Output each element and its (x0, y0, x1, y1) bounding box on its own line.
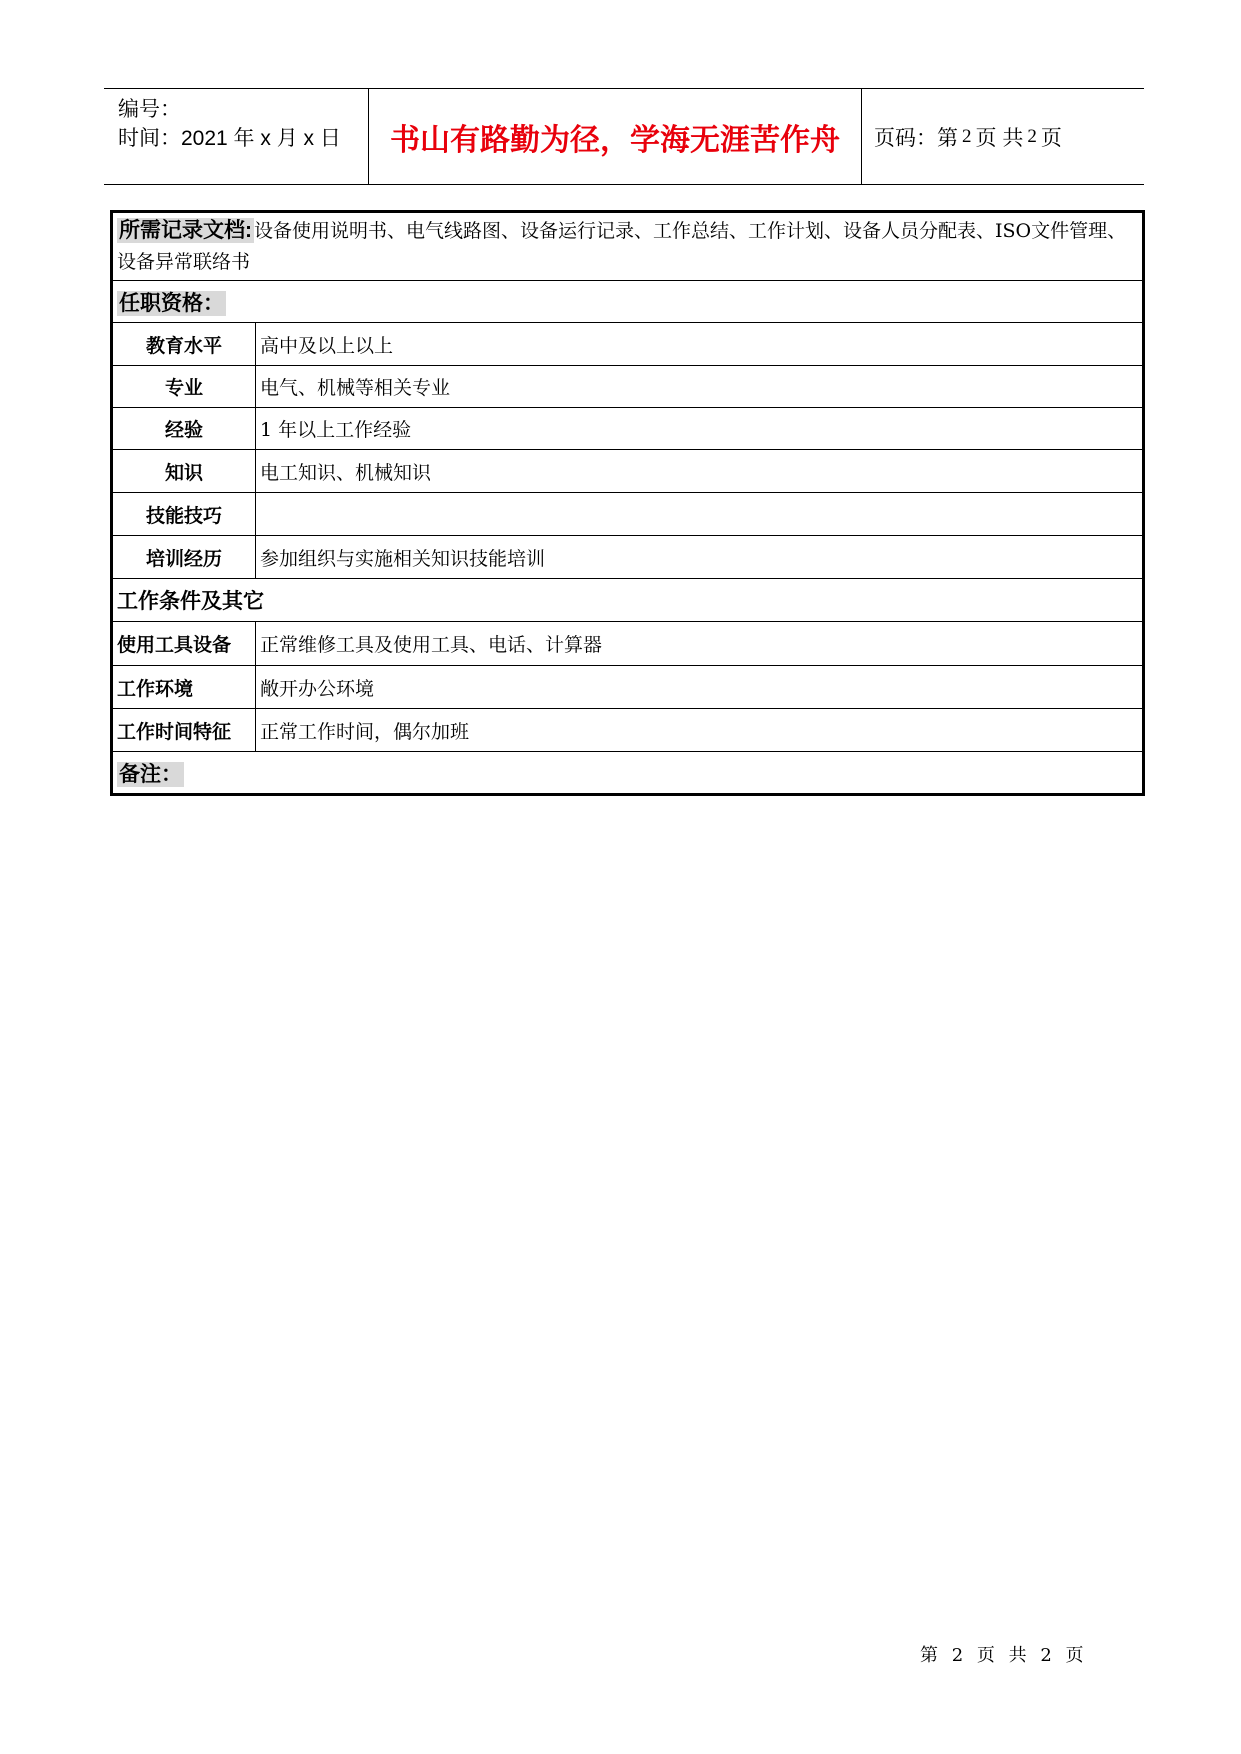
job-description-table (110, 210, 1145, 796)
experience-value: 1 年以上工作经验 (256, 408, 1144, 450)
table-row (112, 366, 1144, 408)
qualification-section-row (112, 281, 1144, 323)
page-current: 2 (962, 125, 972, 147)
knowledge-label: 知识 (112, 450, 256, 493)
major-label: 专业 (112, 366, 256, 408)
table-row (112, 536, 1144, 579)
header-meta (118, 95, 358, 153)
page-footer: 第 2 页 共 2 页 (920, 1645, 1084, 1666)
remarks-row (112, 752, 1144, 795)
skills-label: 技能技巧 (112, 493, 256, 536)
environment-label: 工作环境 (112, 666, 256, 709)
page-header (104, 88, 1144, 185)
page-mid: 页 共 (975, 126, 1024, 150)
training-value: 参加组织与实施相关知识技能培训 (256, 536, 1144, 579)
page-prefix: 页码：第 (874, 126, 958, 150)
education-label: 教育水平 (112, 323, 256, 366)
table-row (112, 450, 1144, 493)
page-total: 2 (1027, 125, 1037, 147)
records-label: 所需记录文档: (119, 219, 252, 242)
table-row (112, 666, 1144, 709)
table-row (112, 408, 1144, 450)
document-date: 时间：2021 年 x 月 x 日 (118, 127, 341, 150)
qualification-title: 任职资格： (119, 291, 224, 315)
training-label: 培训经历 (112, 536, 256, 579)
page-suffix: 页 (1040, 126, 1062, 150)
header-page-number (874, 89, 1134, 184)
table-row (112, 709, 1144, 752)
header-divider (861, 89, 862, 184)
conditions-section-row (112, 579, 1144, 622)
table-row (112, 323, 1144, 366)
table-row (112, 493, 1144, 536)
conditions-title: 工作条件及其它 (117, 590, 264, 613)
header-motto: 书山有路勤为径，学海无涯苦作舟 (390, 122, 840, 158)
education-value: 高中及以上以上 (256, 323, 1144, 366)
major-value: 电气、机械等相关专业 (256, 366, 1144, 408)
work-time-value: 正常工作时间，偶尔加班 (256, 709, 1144, 752)
knowledge-value: 电工知识、机械知识 (256, 450, 1144, 493)
skills-value (256, 493, 1144, 536)
table-row (112, 622, 1144, 666)
records-value: 设备使用说明书、电气线路图、设备运行记录、工作总结、工作计划、设备人员分配表、ISO文件管理、设备异常联络书 (117, 220, 1127, 273)
remarks-label: 备注： (119, 762, 182, 786)
document-number-label: 编号： (118, 98, 181, 121)
tools-label: 使用工具设备 (112, 622, 256, 666)
environment-value: 敞开办公环境 (256, 666, 1144, 709)
records-row (112, 212, 1144, 281)
tools-value: 正常维修工具及使用工具、电话、计算器 (256, 622, 1144, 666)
work-time-label: 工作时间特征 (112, 709, 256, 752)
experience-label: 经验 (112, 408, 256, 450)
